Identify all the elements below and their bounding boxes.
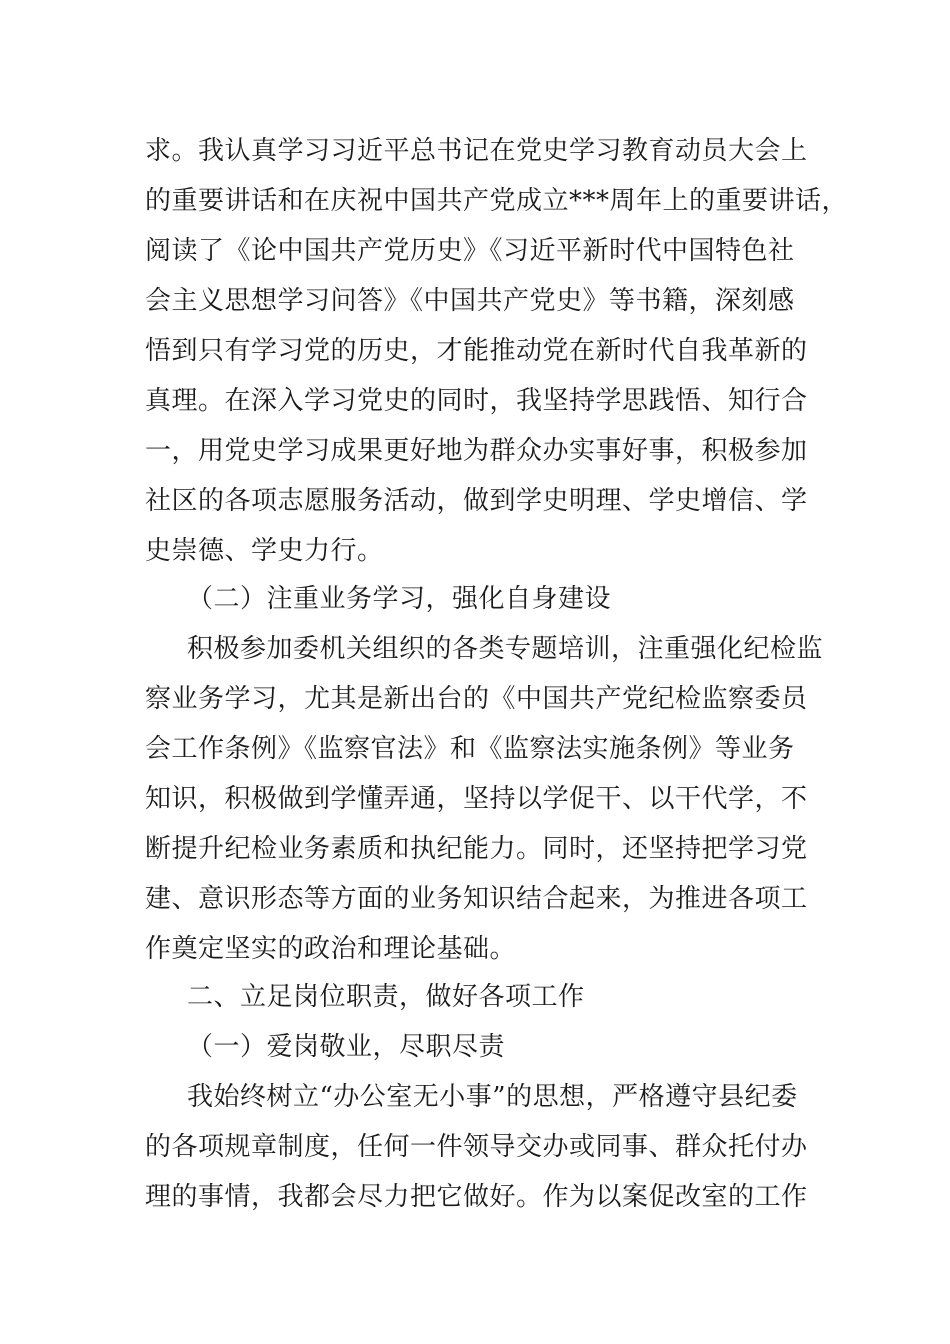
text-line: 的各项规章制度，任何一件领导交办或同事、群众托付办 [145, 1132, 808, 1162]
text-line: 真理。在深入学习党史的同时，我坚持学思践悟、知行合 [145, 386, 808, 416]
section-heading: （二）注重业务学习，强化自身建设 [187, 584, 612, 614]
text-line: 我始终树立“办公室无小事”的思想，严格遵守县纪委 [187, 1082, 798, 1112]
text-line: 作奠定坚实的政治和理论基础。 [145, 934, 517, 964]
text-line: 求。我认真学习习近平总书记在党史学习教育动员大会上 [145, 136, 808, 166]
text-line: 会主义思想学习问答》《中国共产党史》等书籍，深刻感 [145, 286, 795, 316]
text-line: 一，用党史学习成果更好地为群众办实事好事，积极参加 [145, 436, 808, 466]
section-heading: （一）爱岗敬业，尽职尽责 [187, 1032, 506, 1062]
text-line: 阅读了《论中国共产党历史》《习近平新时代中国特色社 [145, 236, 795, 266]
text-line: 知识，积极做到学懂弄通，坚持以学促干、以干代学，不 [145, 784, 808, 814]
text-line: 社区的各项志愿服务活动，做到学史明理、学史增信、学 [145, 486, 808, 516]
text-line: 察业务学习，尤其是新出台的《中国共产党纪检监察委员 [145, 684, 808, 714]
text-line: 断提升纪检业务素质和执纪能力。同时，还坚持把学习党 [145, 834, 808, 864]
text-line: 积极参加委机关组织的各类专题培训，注重强化纪检监 [187, 634, 824, 664]
text-line: 会工作条例》《监察官法》和《监察法实施条例》等业务 [145, 734, 795, 764]
text-line: 史崇德、学史力行。 [145, 536, 384, 566]
text-line: 的重要讲话和在庆祝中国共产党成立***周年上的重要讲话， [145, 186, 849, 216]
section-heading: 二、立足岗位职责，做好各项工作 [187, 982, 585, 1012]
text-line: 理的事情，我都会尽力把它做好。作为以案促改室的工作 [145, 1182, 808, 1212]
text-line: 建、意识形态等方面的业务知识结合起来，为推进各项工 [145, 884, 808, 914]
text-line: 悟到只有学习党的历史，才能推动党在新时代自我革新的 [145, 336, 808, 366]
